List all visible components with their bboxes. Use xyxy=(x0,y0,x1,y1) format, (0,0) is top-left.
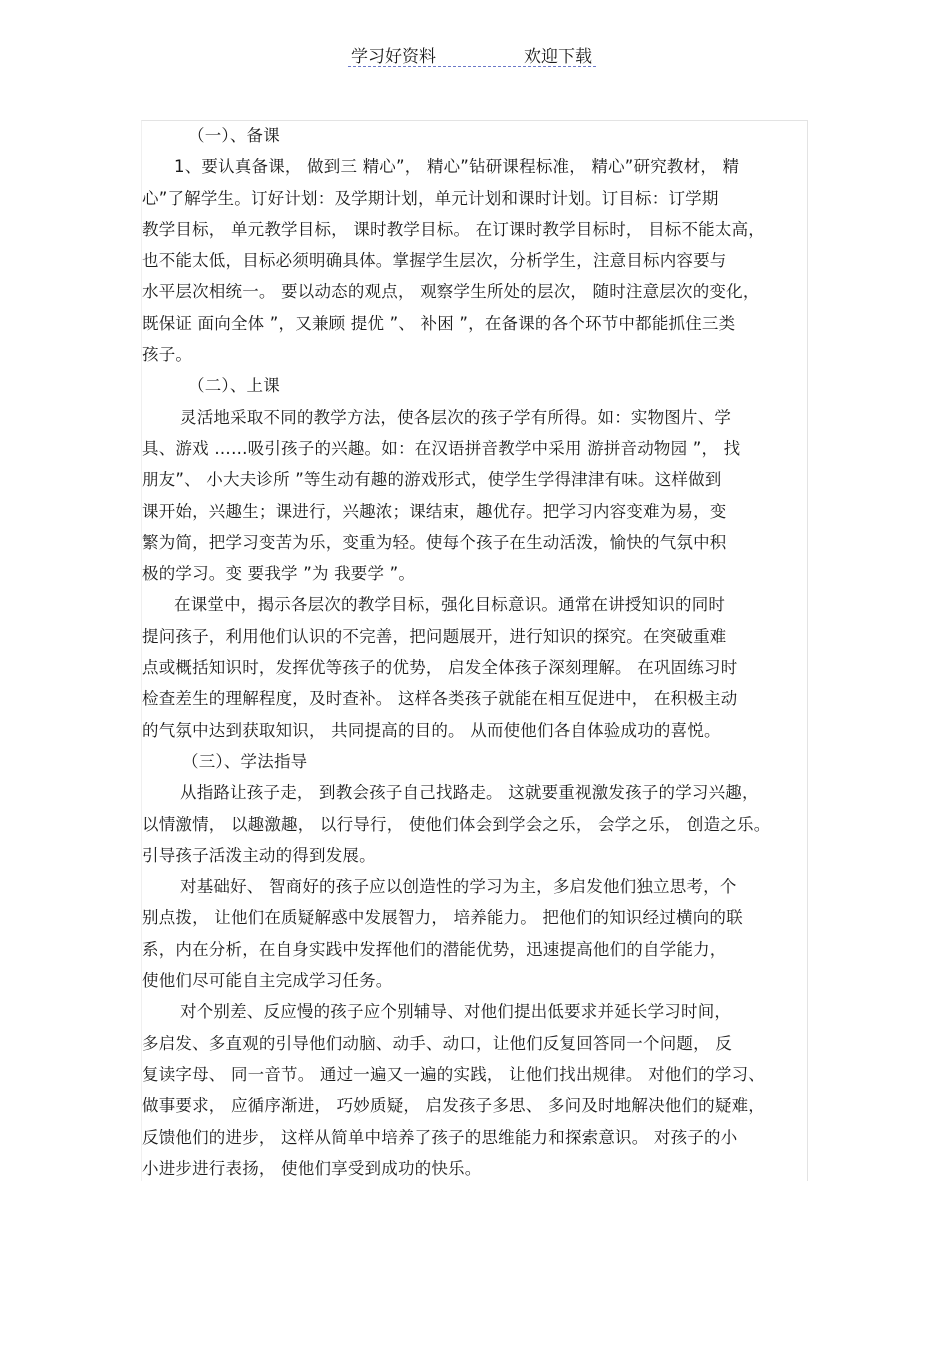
text-line: 繁为简，把学习变苦为乐，变重为轻。使每个孩子在生动活泼，愉快的气氛中积 xyxy=(142,532,727,552)
text-line: 课开始，兴趣生；课进行，兴趣浓；课结束，趣优存。把学习内容变难为易，变 xyxy=(142,501,727,521)
header-left-text: 学习好资料 xyxy=(351,47,436,67)
text-line: 水平层次相统一。 要以动态的观点， 观察学生所处的层次， 随时注意层次的变化， xyxy=(142,282,760,302)
text-line: 使他们尽可能自主完成学习任务。 xyxy=(142,971,393,991)
text-line: 教学目标， 单元教学目标， 课时教学目标。 在订课时教学目标时， 目标不能太高， xyxy=(142,219,765,239)
text-line: 小进步进行表扬， 使他们享受到成功的快乐。 xyxy=(142,1158,482,1178)
text-line: 多启发、多直观的引导他们动脑、动手、动口，让他们反复回答同一个问题， 反 xyxy=(142,1033,732,1053)
text-line: 灵活地采取不同的教学方法，使各层次的孩子学有所得。如：实物图片、学 xyxy=(180,407,732,427)
text-line: 检查差生的理解程度，及时查补。 这样各类孩子就能在相互促进中， 在积极主动 xyxy=(142,689,738,709)
text-line: 也不能太低，目标必须明确具体。掌握学生层次，分析学生，注意目标内容要与 xyxy=(142,251,727,271)
document-body xyxy=(142,120,810,1184)
text-line: 极的学习。变 要我学 ”为 我要学 ”。 xyxy=(142,564,416,584)
text-line: 具、游戏 ……吸引孩子的兴趣。如：在汉语拼音教学中采用 游拼音动物园 ”， 找 xyxy=(142,438,741,458)
text-line: 反馈他们的进步， 这样从简单中培养了孩子的思维能力和探索意识。 对孩子的小 xyxy=(142,1127,738,1147)
text-line: 提问孩子，利用他们认识的不完善，把问题展开，进行知识的探究。在突破重难 xyxy=(142,626,727,646)
text-line: 复读字母、 同一音节。 通过一遍又一遍的实践， 让他们找出规律。 对他们的学习、 xyxy=(142,1064,765,1084)
text-line: 引导孩子活泼主动的得到发展。 xyxy=(142,845,376,865)
header-right-text: 欢迎下载 xyxy=(524,47,592,67)
text-line: 以情激情， 以趣激趣， 以行导行， 使他们体会到学会之乐， 会学之乐， 创造之乐。 xyxy=(142,814,771,834)
text-line: 在课堂中，揭示各层次的教学目标，强化目标意识。通常在讲授知识的同时 xyxy=(174,595,726,615)
text-line: 孩子。 xyxy=(142,345,193,365)
text-line: 别点拨， 让他们在质疑解惑中发展智力， 培养能力。 把他们的知识经过横向的联 xyxy=(142,908,743,928)
text-line: 做事要求， 应循序渐进， 巧妙质疑， 启发孩子多思、 多问及时地解决他们的疑难， xyxy=(142,1096,765,1116)
text-line: 对基础好、 智商好的孩子应以创造性的学习为主，多启发他们独立思考，个 xyxy=(180,877,737,897)
text-line: 系，内在分析，在自身实践中发挥他们的潜能优势，迅速提高他们的自学能力， xyxy=(142,939,727,959)
text-line: 从指路让孩子走， 到教会孩子自己找路走。 这就要重视激发孩子的学习兴趣， xyxy=(180,783,759,803)
text-line: 心”了解学生。订好计划：及学期计划，单元计划和课时计划。订目标：订学期 xyxy=(142,188,719,208)
text-line: 既保证 面向全体 ”，又兼顾 提优 ”、 补困 ”，在备课的各个环节中都能抓住三类 xyxy=(142,313,736,333)
text-line: 的气氛中达到获取知识， 共同提高的目的。 从而使他们各自体验成功的喜悦。 xyxy=(142,720,721,740)
text-line: （二）、上课 xyxy=(188,376,280,396)
text-line: （一）、备课 xyxy=(188,126,280,145)
text-line: 朋友”、 小大夫诊所 ”等生动有趣的游戏形式，使学生学得津津有味。这样做到 xyxy=(142,470,722,490)
text-line: 对个别差、反应慢的孩子应个别辅导、对他们提出低要求并延长学习时间， xyxy=(180,1002,732,1022)
text-line: （三）、学法指导 xyxy=(182,751,308,771)
page-header xyxy=(348,40,596,67)
text-line: 点或概括知识时，发挥优等孩子的优势， 启发全体孩子深刻理解。 在巩固练习时 xyxy=(142,658,738,678)
text-line: 1、要认真备课， 做到三 精心”， 精心”钻研课程标准， 精心”研究教材， 精 xyxy=(174,157,740,177)
